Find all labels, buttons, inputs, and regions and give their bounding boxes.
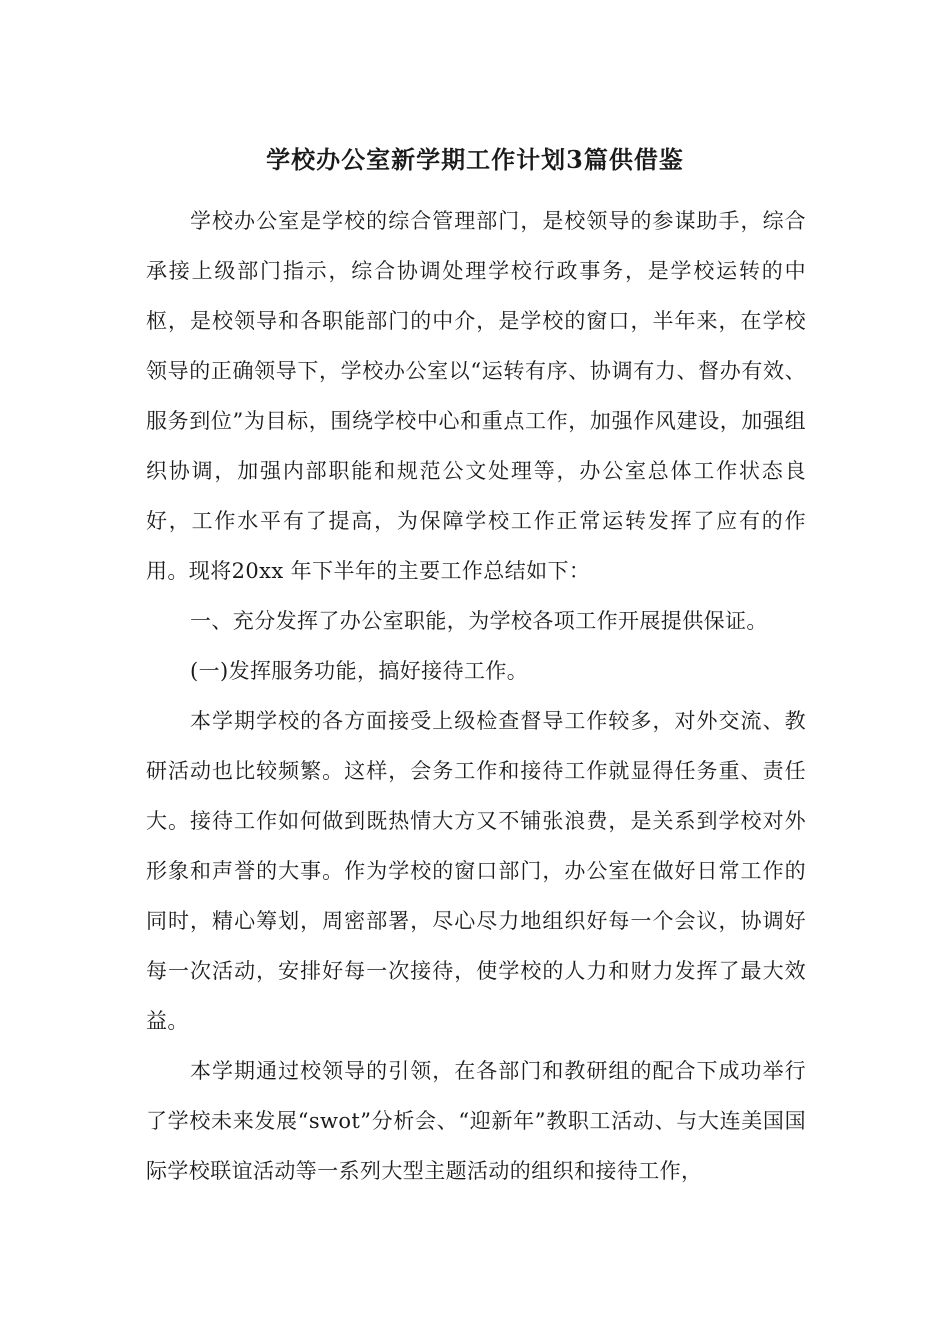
paragraph-activities: 本学期通过校领导的引领，在各部门和教研组的配合下成功举行了学校未来发展“swot”分析会、“迎新年”教职工活动、与大连美国国际学校联谊活动等一系列大型主题活动的组织和接待工作，: [146, 1059, 806, 1183]
paragraph-intro: 学校办公室是学校的综合管理部门，是校领导的参谋助手，综合承接上级部门指示，综合协调处理学校行政事务，是学校运转的中枢，是校领导和各职能部门的中介，是学校的窗口，半年来，在学校领导的正确领导下，学校办公室以“运转有序、协调有力、督办有效、服务到位”为目标，围绕学校中心和重点工作，加强作风建设，加强组织协调，加强内部职能和规范公文处理等，办公室总体工作状态良好，工作水平有了提高，为保障学校工作正常运转发挥了应有的作用。现将20xx 年下半年的主要工作总结如下：: [146, 209, 806, 583]
paragraph-reception: 本学期学校的各方面接受上级检查督导工作较多，对外交流、教研活动也比较频繁。这样，会务工作和接待工作就显得任务重、责任大。接待工作如何做到既热情大方又不铺张浪费，是关系到学校对外形象和声誉的大事。作为学校的窗口部门，办公室在做好日常工作的同时，精心筹划，周密部署，尽心尽力地组织好每一个会议，协调好每一次活动，安排好每一次接待，使学校的人力和财力发挥了最大效益。: [146, 709, 806, 1033]
section-heading-1: 一、充分发挥了办公室职能，为学校各项工作开展提供保证。: [190, 609, 768, 633]
document-body: [146, 196, 806, 1196]
subsection-heading-1: (一)发挥服务功能，搞好接待工作。: [190, 659, 529, 683]
document-title: 学校办公室新学期工作计划3篇供借鉴: [266, 145, 684, 174]
